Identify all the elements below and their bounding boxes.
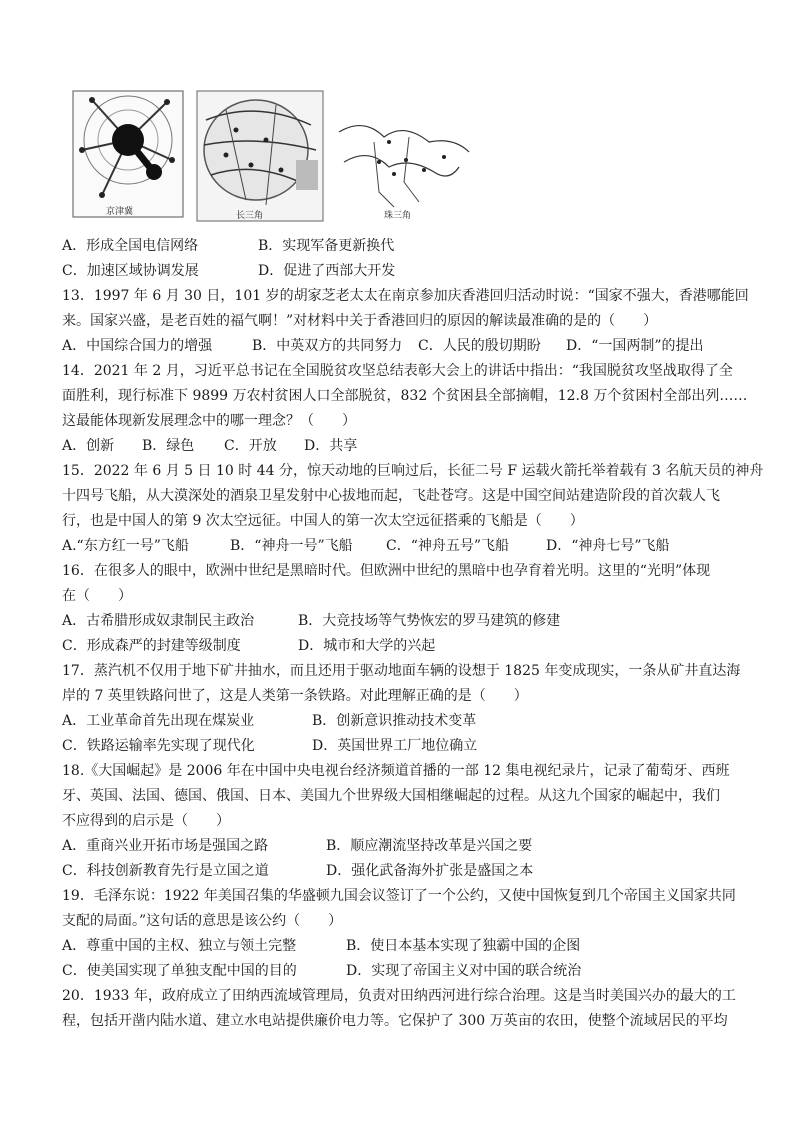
q14-stem-line-2: 面胜利，现行标准下 9899 万农村贫困人口全部脱贫，832 个贫困县全部摘帽，12.8 万个贫困村全部出列…… [62, 388, 748, 404]
q13-stem-line-1: 13．1997 年 6 月 30 日，101 岁的胡家芝老太太在南京参加庆香港回归活动时说：“国家不强大，香港哪能回 [62, 288, 749, 304]
region-maps [72, 90, 492, 230]
map-zhusanjiao [334, 112, 474, 220]
q16-option-b: B．大竞技场等气势恢宏的罗马建筑的修建 [298, 613, 561, 629]
q13-stem-line-2: 来。国家兴盛，是老百姓的福气啊！”对材料中关于香港回归的原因的解读最准确的是的（ ） [62, 313, 658, 329]
q16-stem-line-2: 在（ ） [62, 588, 132, 604]
q14-stem-line-1: 14．2021 年 2 月，习近平总书记在全国脱贫攻坚总结表彰大会上的讲话中指出：“我国脱贫攻坚战取得了全 [62, 363, 733, 379]
q20-stem-line-2: 程，包括开凿内陆水道、建立水电站提供廉价电力等。它保护了 300 万英亩的农田，使整个流域居民的平均 [62, 1013, 728, 1029]
q19-option-d: D．实现了帝国主义对中国的联合统治 [346, 963, 582, 979]
q17-option-a: A．工业革命首先出现在煤炭业 [62, 713, 255, 729]
q18-stem-line-3: 不应得到的启示是（ ） [62, 813, 230, 829]
q17-stem-line-1: 17．蒸汽机不仅用于地下矿井抽水，而且还用于驱动地面车辆的设想于 1825 年变成现实，一条从矿井直达海 [62, 663, 741, 679]
q16-stem-line-1: 16．在很多人的眼中，欧洲中世纪是黑暗时代。但欧洲中世纪的黑暗中也孕育着光明。这里的“光明”体现 [62, 563, 711, 579]
q18-option-a: A．重商兴业开拓市场是强国之路 [62, 838, 269, 854]
q13-option-d: D．“一国两制”的提出 [566, 338, 704, 354]
map-label-zhusanjiao: 珠三角 [384, 211, 412, 221]
q19-stem-line-2: 支配的局面。”这句话的意思是该公约（ ） [62, 913, 343, 929]
q18-option-b: B．顺应潮流坚持改革是兴国之要 [326, 838, 533, 854]
q16-option-a: A．古希腊形成奴隶制民主政治 [62, 613, 255, 629]
map-label-changsanjiao: 长三角 [236, 211, 264, 221]
q17-option-b: B．创新意识推动技术变革 [312, 713, 477, 729]
q18-stem-line-2: 牙、英国、法国、德国、俄国、日本、美国九个世界级大国相继崛起的过程。从这九个国家的崛起中，我们 [62, 788, 720, 804]
changsanjiao-map-icon [196, 90, 324, 222]
jingjinji-map-icon [72, 90, 184, 218]
q15-option-c: C．“神舟五号”飞船 [386, 538, 510, 554]
q13-option-b: B．中英双方的共同努力 [252, 338, 403, 354]
q19-option-c: C．使美国实现了单独支配中国的目的 [62, 963, 297, 979]
map-label-jingjinji: 京津冀 [106, 207, 134, 217]
q12-option-c: C．加速区域协调发展 [62, 263, 199, 279]
q12-option-b: B．实现军备更新换代 [258, 238, 395, 254]
q12-option-d: D．促进了西部大开发 [258, 263, 396, 279]
q16-option-c: C．形成森严的封建等级制度 [62, 638, 241, 654]
q15-stem-line-1: 15．2022 年 6 月 5 日 10 时 44 分，惊天动地的巨响过后，长征二号 F 运载火箭托举着载有 3 名航天员的神舟 [62, 463, 764, 479]
q14-option-d: D．共享 [304, 438, 358, 454]
q15-option-a: A.“东方红一号”飞船 [62, 538, 189, 554]
q13-option-c: C．人民的殷切期盼 [418, 338, 541, 354]
q18-option-c: C．科技创新教育先行是立国之道 [62, 863, 269, 879]
q14-stem-line-3: 这最能体现新发展理念中的哪一理念？（ ） [62, 413, 356, 429]
q15-option-d: D．“神舟七号”飞船 [546, 538, 670, 554]
map-jingjinji [72, 90, 184, 218]
q18-stem-line-1: 18.《大国崛起》是 2006 年在中国中央电视台经济频道首播的一部 12 集电视纪录片，记录了葡萄牙、西班 [62, 763, 730, 779]
map-changsanjiao [196, 90, 324, 222]
q15-option-b: B．“神舟一号”飞船 [230, 538, 353, 554]
q19-option-a: A．尊重中国的主权、独立与领土完整 [62, 938, 297, 954]
q15-stem-line-3: 行，也是中国人的第 9 次太空远征。中国人的第一次太空远征搭乘的飞船是（ ） [62, 513, 584, 529]
q14-option-c: C．开放 [224, 438, 277, 454]
q14-option-b: B．绿色 [142, 438, 195, 454]
q15-stem-line-2: 十四号飞船，从大漠深处的酒泉卫星发射中心拔地而起，飞赴苍穹。这是中国空间站建造阶段的首次载人飞 [62, 488, 720, 504]
q12-option-a: A．形成全国电信网络 [62, 238, 199, 254]
q16-option-d: D．城市和大学的兴起 [298, 638, 436, 654]
q17-option-d: D．英国世界工厂地位确立 [312, 738, 478, 754]
q17-stem-line-2: 岸的 7 英里铁路问世了，这是人类第一条铁路。对此理解正确的是（ ） [62, 688, 528, 704]
q20-stem-line-1: 20．1933 年，政府成立了田纳西流域管理局，负责对田纳西河进行综合治理。这是当时美国兴办的最大的工 [62, 988, 736, 1004]
zhusanjiao-map-icon [334, 112, 474, 220]
q18-option-d: D．强化武备海外扩张是盛国之本 [326, 863, 534, 879]
q19-stem-line-1: 19．毛泽东说：1922 年美国召集的华盛顿九国会议签订了一个公约，又使中国恢复到几个帝国主义国家共同 [62, 888, 736, 904]
q13-option-a: A．中国综合国力的增强 [62, 338, 213, 354]
q17-option-c: C．铁路运输率先实现了现代化 [62, 738, 255, 754]
q14-option-a: A．创新 [62, 438, 115, 454]
q19-option-b: B．使日本基本实现了独霸中国的企图 [346, 938, 581, 954]
